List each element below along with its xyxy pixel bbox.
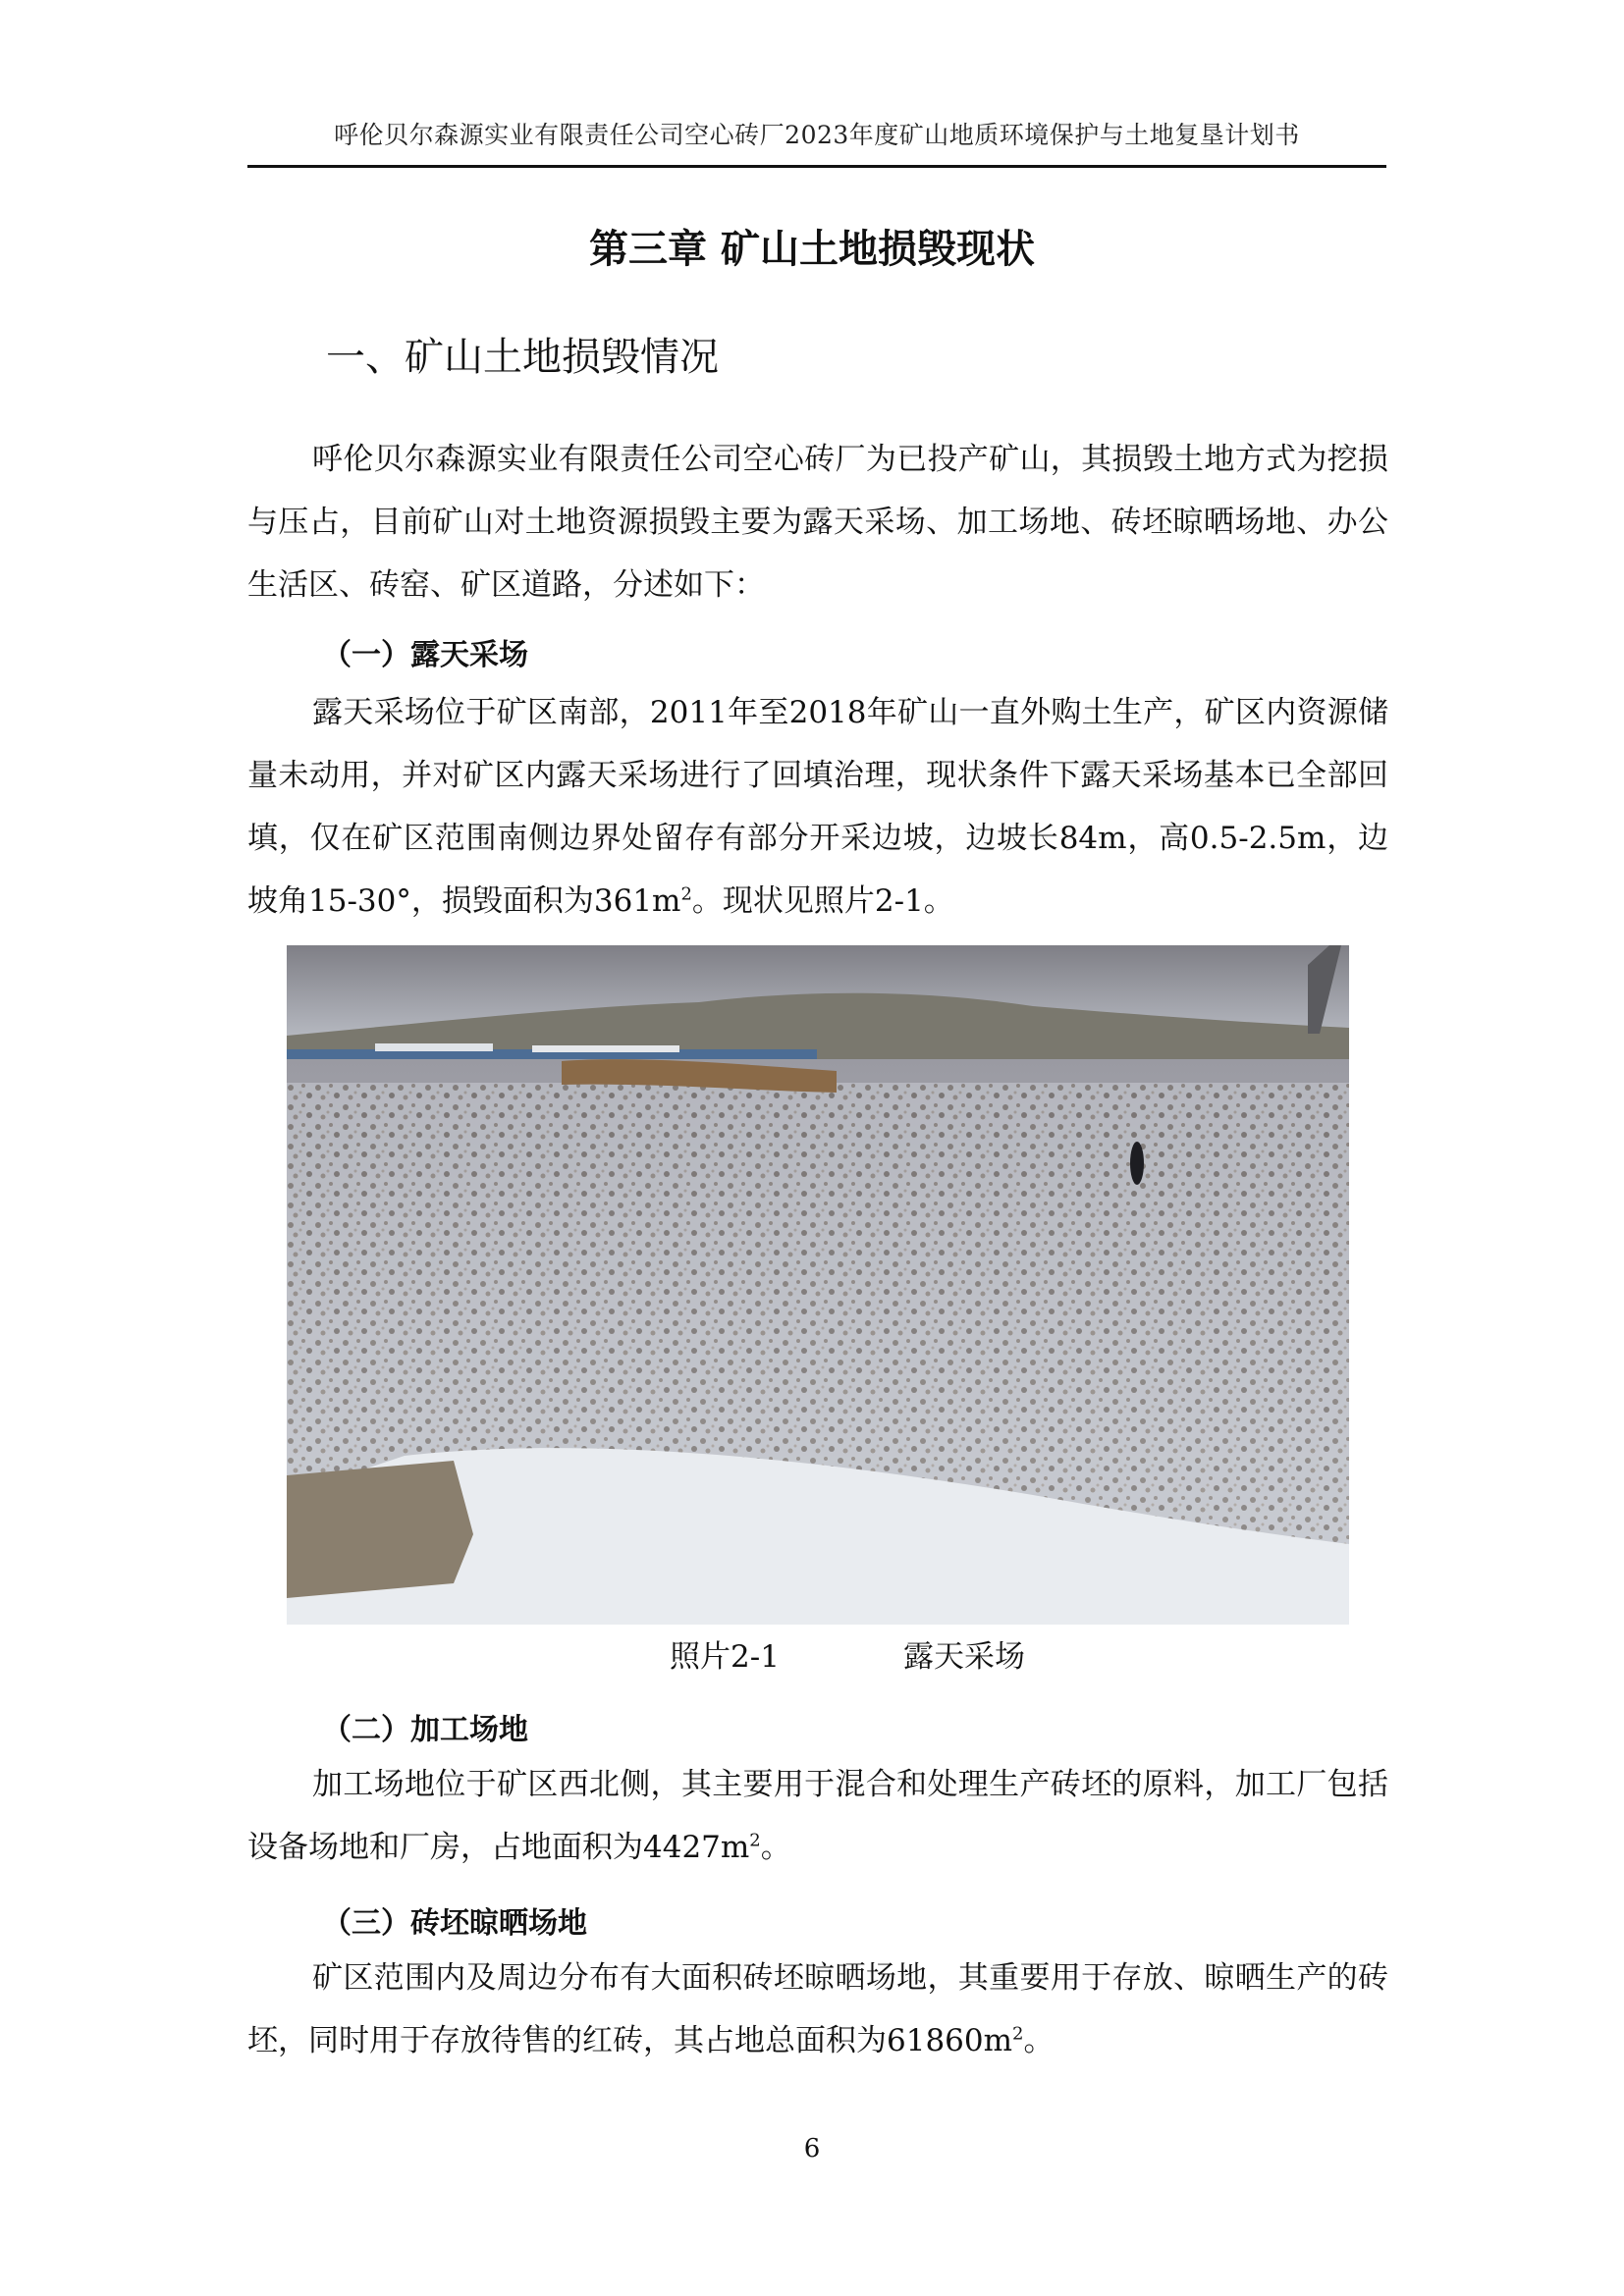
paragraph-text: 矿区范围内及周边分布有大面积砖坯晾晒场地，其重要用于存放、晾晒生产的砖坯，同时用于存放待售的红砖，其占地总面积为61860m [247, 1960, 1388, 2058]
subsection-heading-3: （三）砖坯晾晒场地 [322, 1906, 587, 1941]
paragraph-text: 加工场地位于矿区西北侧，其主要用于混合和处理生产砖坯的原料，加工厂包括设备场地和厂房，占地面积为4427m [247, 1767, 1388, 1865]
photo-open-pit [287, 945, 1349, 1625]
superscript: 2 [680, 883, 692, 905]
paragraph-text-end: 。 [1023, 2023, 1055, 2058]
section-title: 一、矿山土地损毁情况 [326, 335, 719, 380]
subsection-heading-2: （二）加工场地 [322, 1713, 528, 1747]
photo-caption-text: 露天采场 [903, 1639, 1025, 1675]
photo-illustration [287, 945, 1349, 1625]
concrete-block [287, 1461, 473, 1598]
subsection-heading-1: （一）露天采场 [322, 638, 528, 672]
paragraph-text-end: 。 [760, 1830, 791, 1865]
header-rule [247, 165, 1386, 168]
paragraph-text: 露天采场位于矿区南部，2011年至2018年矿山一直外购土生产，矿区内资源储量未动用，并对矿区内露天采场进行了回填治理，现状条件下露天采场基本已全部回填，仅在矿区范围南侧边界处留存有部分开采边坡，边坡长84m，高0.5-2.5m，边坡角15-30°，损毁面积为361m [247, 695, 1388, 919]
paragraph-text-end: 。现状见照片2-1。 [691, 883, 954, 919]
running-header: 呼伦贝尔森源实业有限责任公司空心砖厂2023年度矿山地质环境保护与土地复垦计划书 [334, 121, 1300, 149]
intro-paragraph: 呼伦贝尔森源实业有限责任公司空心砖厂为已投产矿山，其损毁土地方式为挖损与压占，目前矿山对土地资源损毁主要为露天采场、加工场地、砖坯晾晒场地、办公生活区、砖窑、矿区道路，分述如下： [247, 442, 1388, 603]
chapter-title: 第三章 矿山土地损毁现状 [589, 227, 1035, 272]
subsection-paragraph-2 [247, 1753, 1388, 1879]
subsection-paragraph-1 [247, 681, 1388, 933]
person [1130, 1142, 1144, 1185]
superscript: 2 [749, 1830, 761, 1851]
page-number: 6 [803, 2134, 821, 2163]
subsection-paragraph-3 [247, 1947, 1388, 2072]
photo-caption-number: 照片2-1 [670, 1639, 780, 1675]
superscript: 2 [1012, 2023, 1024, 2045]
